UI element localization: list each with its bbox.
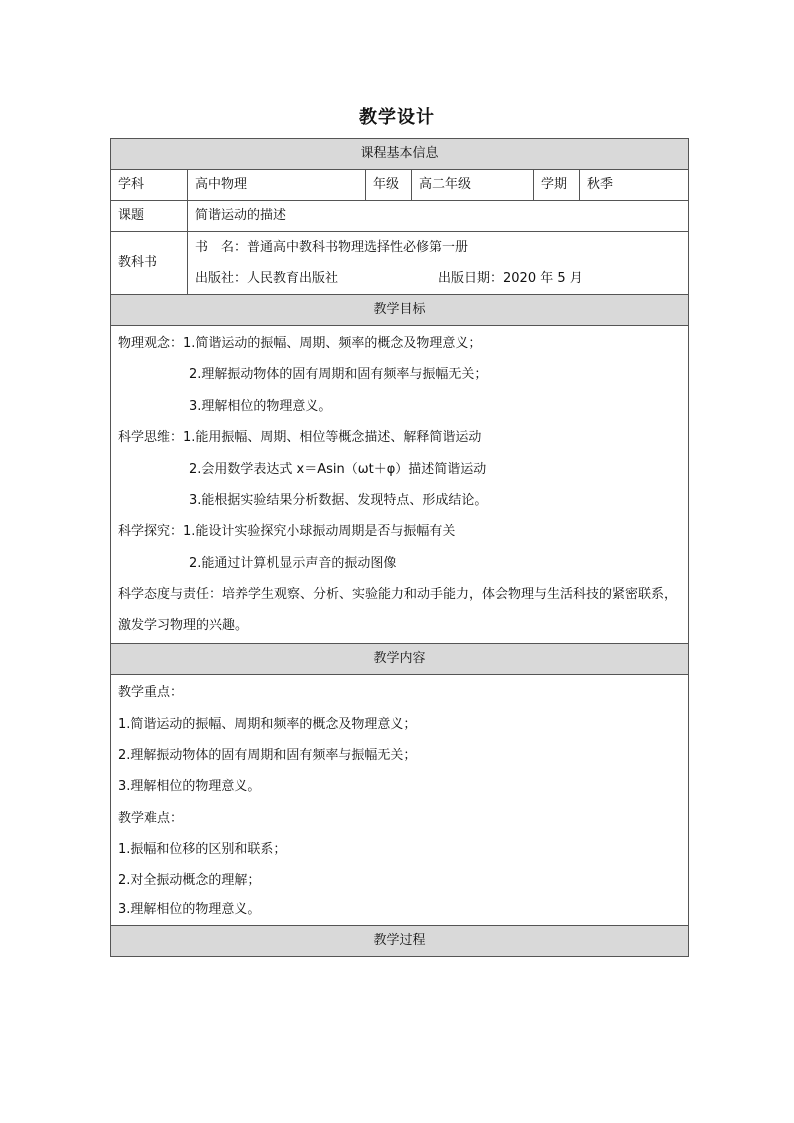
lesson-plan-table [110,138,689,957]
objective-attitude: 科学态度与责任：培养学生观察、分析、实验能力和动手能力，体会物理与生活科技的紧密联系，激发学习物理的兴趣。 [118,587,678,634]
content-line: 3.理解相位的物理意义。 [118,779,261,795]
publisher: 出版社：人民教育出版社 [195,271,339,286]
content-row [111,675,689,926]
grade-value: 高二年级 [412,170,534,201]
textbook-name: 书 名：普通高中教科书物理选择性必修第一册 [195,240,469,255]
grade-label: 年级 [366,170,412,201]
section-objectives [111,295,689,326]
document-title: 教学设计 [359,107,435,128]
section-header: 课程基本信息 [111,139,689,170]
textbook-label: 教科书 [111,232,188,295]
content-block [111,675,689,926]
objective-line: 3.能根据实验结果分析数据、发现特点、形成结论。 [189,492,488,508]
objective-line: 2.能通过计算机显示声音的振动图像 [189,555,397,571]
topic-row [111,201,689,232]
topic-label: 课题 [111,201,188,232]
section-content [111,644,689,675]
content-line: 1.简谐运动的振幅、周期和频率的概念及物理意义； [118,716,417,732]
subject-label: 学科 [111,170,188,201]
section-header: 教学内容 [111,644,689,675]
textbook-row [111,232,689,295]
publisher-line [195,263,681,294]
info-row [111,170,689,201]
objectives-row [111,326,689,644]
content-line: 2.理解振动物体的固有周期和固有频率与振幅无关； [118,747,417,763]
subject-value: 高中物理 [188,170,366,201]
publish-date: 出版日期：2020 年 5 月 [438,271,583,286]
section-basic-info [111,139,689,170]
textbook-info [188,232,689,295]
objective-line: 2.会用数学表达式 x＝Asin（ωt＋φ）描述简谐运动 [189,461,487,477]
section-process [111,925,689,956]
objective-line: 物理观念：1.简谐运动的振幅、周期、频率的概念及物理意义； [118,336,482,351]
term-label: 学期 [534,170,580,201]
content-line: 3.理解相位的物理意义。 [118,901,261,917]
content-line: 教学难点： [118,810,184,826]
objective-line: 3.理解相位的物理意义。 [189,398,332,414]
topic-value: 简谐运动的描述 [188,201,689,232]
section-header: 教学过程 [111,925,689,956]
section-header: 教学目标 [111,295,689,326]
objective-line: 科学思维：1.能用振幅、周期、相位等概念描述、解释简谐运动 [118,430,482,446]
content-line: 1.振幅和位移的区别和联系； [118,842,287,858]
objective-line: 科学探究：1.能设计实验探究小球振动周期是否与振幅有关 [118,524,456,540]
objectives-block [111,326,689,644]
content-line: 教学重点： [118,685,184,701]
objective-line: 2.理解振动物体的固有周期和固有频率与振幅无关； [189,367,488,383]
term-value: 秋季 [580,170,689,201]
content-line: 2.对全振动概念的理解； [118,873,261,889]
